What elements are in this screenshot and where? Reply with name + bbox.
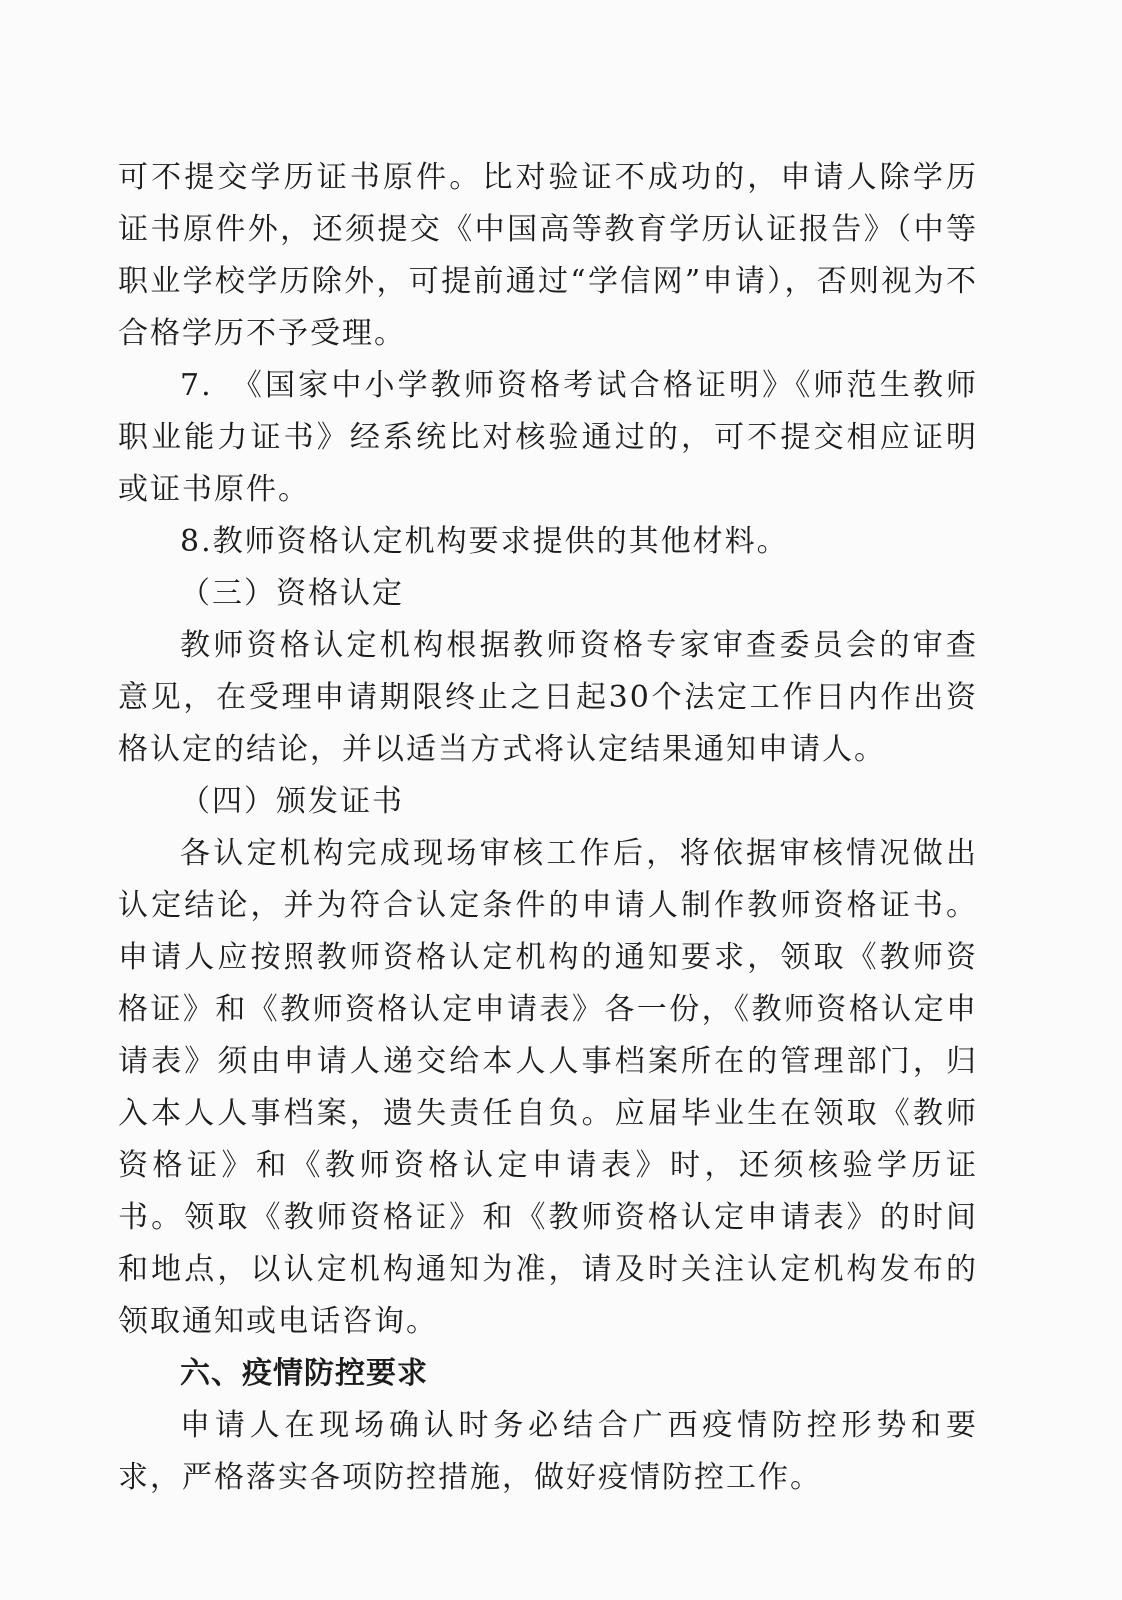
section-heading-epidemic: 六、疫情防控要求: [180, 1356, 428, 1391]
section-heading-certificate: （四）颁发证书: [180, 784, 404, 819]
paragraph-item-8: 8.教师资格认定机构要求提供的其他材料。: [180, 524, 789, 559]
paragraph-qualification: 教师资格认定机构根据教师资格专家审查委员会的审查意见，在受理申请期限终止之日起30个法定工作日内作出资格认定的结论，并以适当方式将认定结果通知申请人。: [118, 628, 978, 767]
paragraph-item-7: 7. 《国家中小学教师资格考试合格证明》《师范生教师职业能力证书》经系统比对核验通过的，可不提交相应证明或证书原件。: [118, 368, 978, 507]
section-heading-qualification: （三）资格认定: [180, 576, 404, 611]
paragraph-education-verification: 可不提交学历证书原件。比对验证不成功的，申请人除学历证书原件外，还须提交《中国高等教育学历认证报告》（中等职业学校学历除外，可提前通过“学信网”申请），否则视为不合格学历不予受理。: [118, 160, 978, 351]
paragraph-epidemic: 申请人在现场确认时务必结合广西疫情防控形势和要求，严格落实各项防控措施，做好疫情防控工作。: [118, 1408, 978, 1495]
paragraph-certificate: 各认定机构完成现场审核工作后，将依据审核情况做出认定结论，并为符合认定条件的申请人制作教师资格证书。申请人应按照教师资格认定机构的通知要求，领取《教师资格证》和《教师资格认定申请表》各一份，《教师资格认定申请表》须由申请人递交给本人人事档案所在的管理部门，归入本人人事档案，遗失责任自负。应届毕业生在领取《教师资格证》和《教师资格认定申请表》时，还须核验学历证书。领取《教师资格证》和《教师资格认定申请表》的时间和地点，以认定机构通知为准，请及时关注认定机构发布的领取通知或电话咨询。: [118, 836, 978, 1339]
document-body: [118, 152, 978, 1504]
